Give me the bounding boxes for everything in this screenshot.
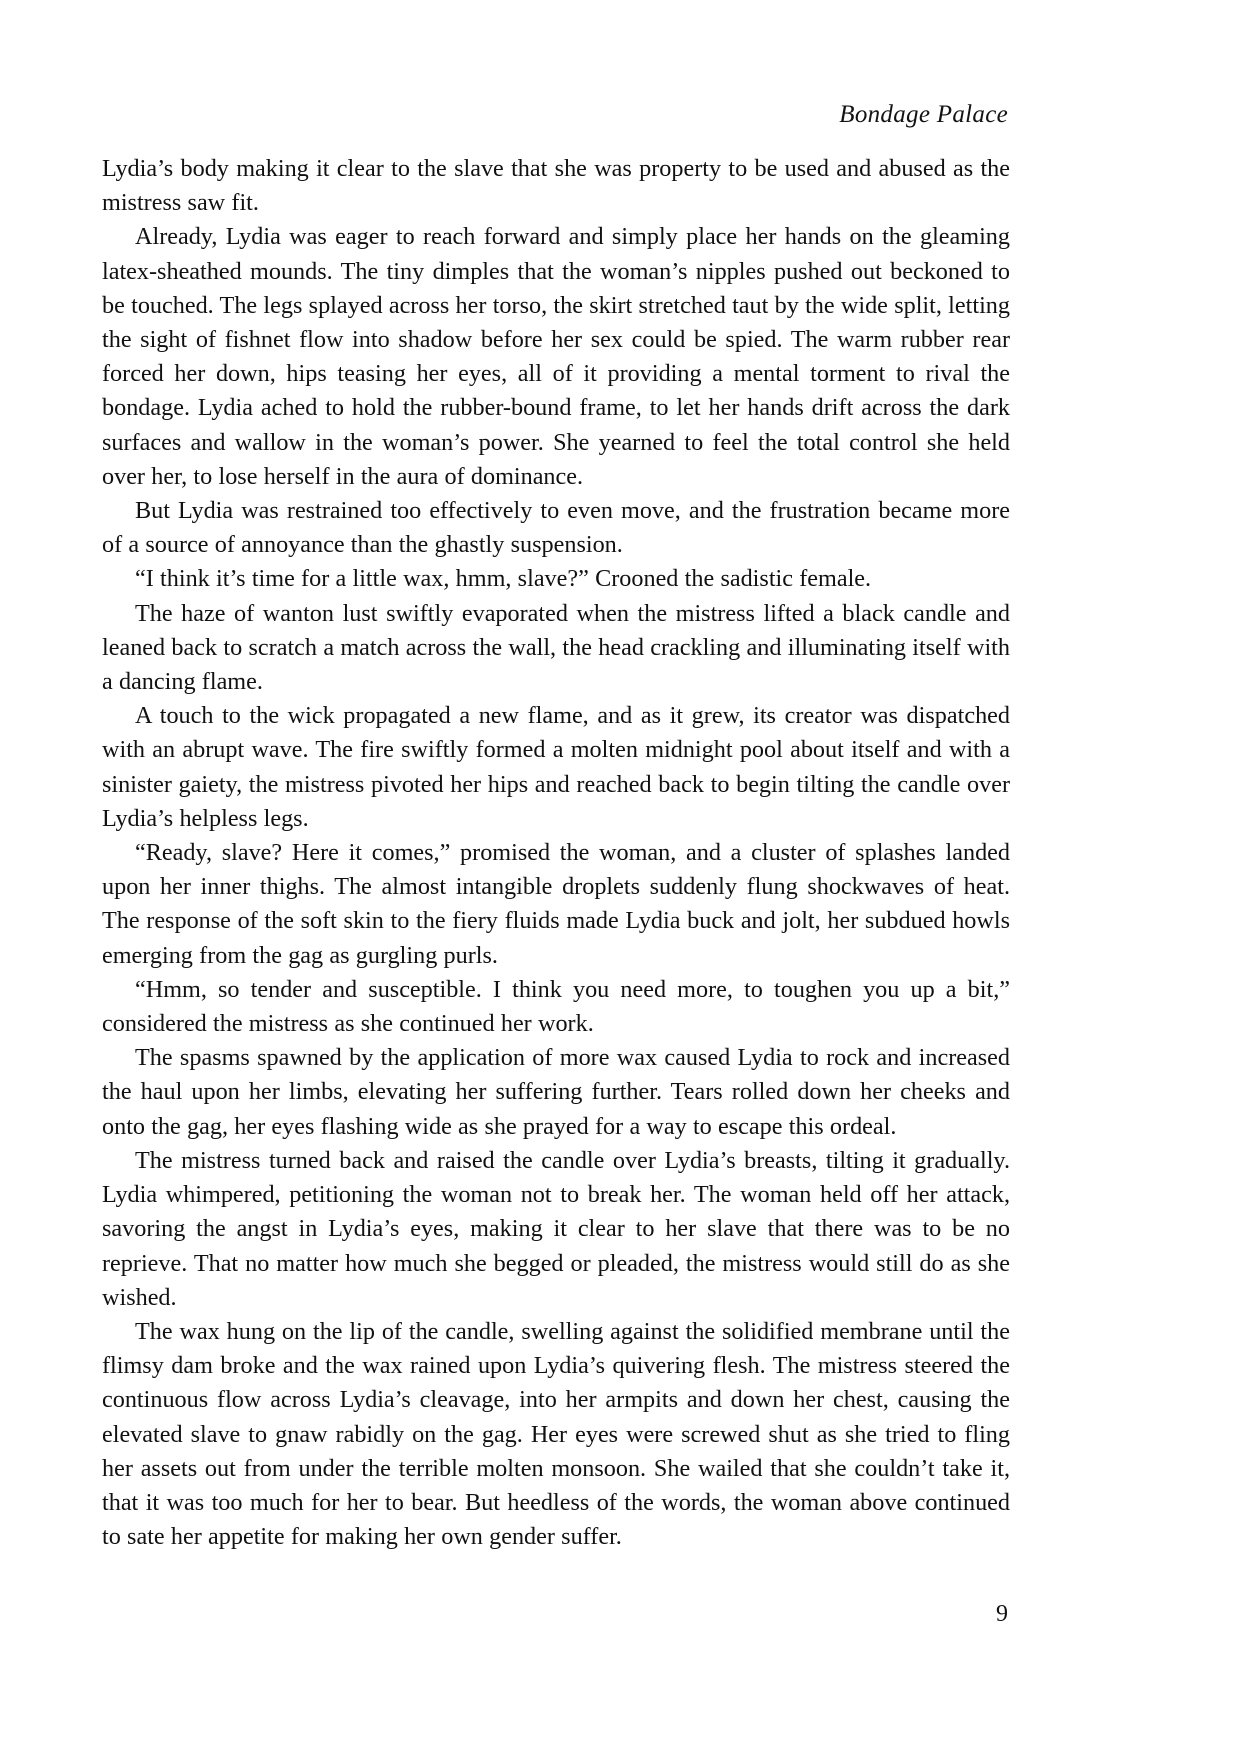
paragraph: The mistress turned back and raised the candle over Lydia’s breasts, tilting it gradually. Lydia whimpered, petitioning the woman not to break her. The woman held off her attack, savoring the angst in Lydia’s eyes, making it clear to her slave that there was to be no reprieve. That no matter how much she begged or pleaded, the mistress would still do as she wished. <box>102 1146 1010 1311</box>
page-number: 9 <box>996 1601 1008 1627</box>
paragraph: But Lydia was restrained too effectively to even move, and the frustration became more of a source of annoyance than the ghastly suspension. <box>102 497 1010 559</box>
body-text-block <box>102 152 1010 1554</box>
paragraph: “I think it’s time for a little wax, hmm, slave?” Crooned the sadistic female. <box>135 565 872 593</box>
paragraph: The spasms spawned by the application of more wax caused Lydia to rock and increased the haul upon her limbs, elevating her suffering further. Tears rolled down her cheeks and onto the gag, her eyes flashing wide as she prayed for a way to escape this ordeal. <box>102 1044 1010 1140</box>
paragraph: Already, Lydia was eager to reach forward and simply place her hands on the gleaming latex-sheathed mounds. The tiny dimples that the woman’s nipples pushed out beckoned to be touched. The legs splayed across her torso, the skirt stretched taut by the wide split, letting the sight of fishnet flow into shadow before her sex could be spied. The warm rubber rear forced her down, hips teasing her eyes, all of it providing a mental torment to rival the bondage. Lydia ached to hold the rubber-bound frame, to let her hands drift across the dark surfaces and wallow in the woman’s power. She yearned to feel the total control she held over her, to lose herself in the aura of dominance. <box>102 223 1010 490</box>
paragraph: The haze of wanton lust swiftly evaporated when the mistress lifted a black candle and leaned back to scratch a match across the wall, the head crackling and illuminating itself with a dancing flame. <box>102 599 1010 696</box>
paragraph: The wax hung on the lip of the candle, swelling against the solidified membrane until the flimsy dam broke and the wax rained upon Lydia’s quivering flesh. The mistress steered the continuous flow across Lydia’s cleavage, into her armpits and down her chest, causing the elevated slave to gnaw rabidly on the gag. Her eyes were screwed shut as she tried to fling her assets out from under the terrible molten monsoon. She wailed that she couldn’t take it, that it was too much for her to bear. But heedless of the words, the woman above continued to sate her appetite for making her own gender suffer. <box>102 1317 1010 1551</box>
running-header: Bondage Palace <box>839 101 1008 128</box>
paragraph: A touch to the wick propagated a new flame, and as it grew, its creator was dispatched with an abrupt wave. The fire swiftly formed a molten midnight pool about itself and with a sinister gaiety, the mistress pivoted her hips and reached back to begin tilting the candle over Lydia’s helpless legs. <box>102 702 1010 832</box>
paragraph: “Hmm, so tender and susceptible. I think you need more, to toughen you up a bit,” considered the mistress as she continued her work. <box>102 975 1010 1038</box>
paragraph: “Ready, slave? Here it comes,” promised the woman, and a cluster of splashes landed upon her inner thighs. The almost intangible droplets suddenly flung shockwaves of heat. The response of the soft skin to the fiery fluids made Lydia buck and jolt, her subdued howls emerging from the gag as gurgling purls. <box>102 839 1010 969</box>
paragraph: Lydia’s body making it clear to the slave that she was property to be used and abused as the mistress saw fit. <box>102 155 1010 217</box>
